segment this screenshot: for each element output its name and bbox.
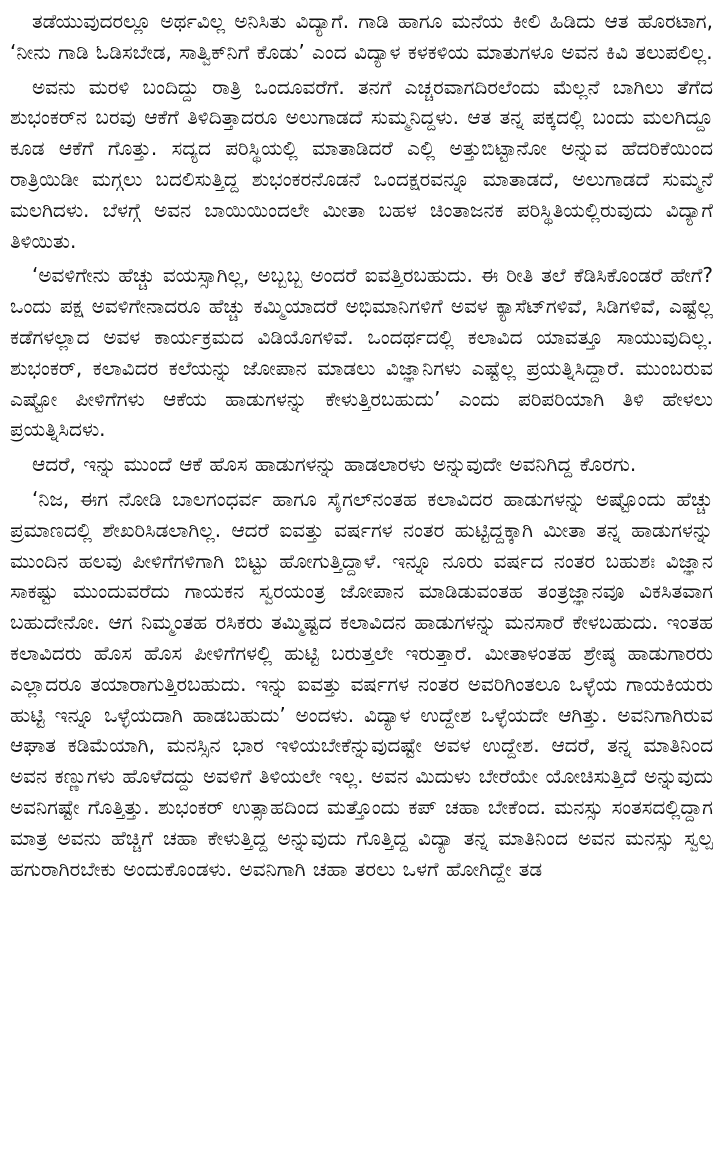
- paragraph-2: ಅವನು ಮರಳಿ ಬಂದಿದ್ದು ರಾತ್ರಿ ಒಂದೂವರೆಗೆ. ತನಗೆ ಎಚ್ಚರವಾಗದಿರಲೆಂದು ಮೆಲ್ಲನೆ ಬಾಗಿಲು ತೆಗೆದ ಶುಭಂಕರ್‌ನ ಬರವು ಆಕೆಗೆ ತಿಳಿದಿತ್ತಾದರೂ ಅಲುಗಾಡದೆ ಸುಮ್ಮನಿದ್ದಳು. ಆತ ತನ್ನ ಪಕ್ಕದಲ್ಲಿ ಬಂದು ಮಲಗಿದ್ದೂ ಕೂಡ ಆಕೆಗೆ ಗೊತ್ತು. ಸದ್ಯದ ಪರಿಸ್ಥಿಯಲ್ಲಿ ಮಾತಾಡಿದರೆ ಎಲ್ಲಿ ಅತ್ತುಬಿಟ್ಟಾನೋ ಅನ್ನುವ ಹೆದರಿಕೆಯಿಂದ ರಾತ್ರಿಯಿಡೀ ಮಗ್ಗಲು ಬದಲಿಸುತ್ತಿದ್ದ ಶುಭಂಕರನೊಡನೆ ಒಂದಕ್ಷರವನ್ನೂ ಮಾತಾಡದೆ, ಅಲುಗಾಡದೆ ಸುಮ್ಮನೆ ಮಲಗಿದಳು. ಬೆಳಗ್ಗೆ ಅವನ ಬಾಯಿಯಿಂದಲೇ ಮೀತಾ ಬಹಳ ಚಿಂತಾಜನಕ ಪರಿಸ್ಥಿತಿಯಲ್ಲಿರುವುದು ವಿದ್ಯಾಗೆ ತಿಳಿಯಿತು.: [10, 74, 713, 253]
- paragraph-1: ತಡೆಯುವುದರಲ್ಲೂ ಅರ್ಥವಿಲ್ಲ ಅನಿಸಿತು ವಿದ್ಯಾಗೆ. ಗಾಡಿ ಹಾಗೂ ಮನೆಯ ಕೀಲಿ ಹಿಡಿದು ಆತ ಹೊರಟಾಗ, ‘ನೀನು ಗಾಡಿ ಓಡಿಸಬೇಡ, ಸಾತ್ವಿಕ್‌ನಿಗೆ ಕೊಡು’ ಎಂದ ವಿದ್ಯಾಳ ಕಳಕಳಿಯ ಮಾತುಗಳೂ ಅವನ ಕಿವಿ ತಲುಪಲಿಲ್ಲ.: [10, 9, 713, 64]
- paragraph-3: ‘ಅವಳಿಗೇನು ಹೆಚ್ಚು ವಯಸ್ಸಾಗಿಲ್ಲ, ಅಬ್ಬಬ್ಬ ಅಂದರೆ ಐವತ್ತಿರಬಹುದು. ಈ ರೀತಿ ತಲೆ ಕೆಡಿಸಿಕೊಂಡರೆ ಹೇಗೆ? ಒಂದು ಪಕ್ಷ ಅವಳಿಗೇನಾದರೂ ಹೆಚ್ಚು ಕಮ್ಮಿಯಾದರೆ ಅಭಿಮಾನಿಗಳಿಗೆ ಅವಳ ಕ್ಯಾಸೆಟ್‌ಗಳಿವೆ, ಸಿಡಿಗಳಿವೆ, ಎಷ್ಟೆಲ್ಲ ಕಡೆಗಳಲ್ಲಾದ ಅವಳ ಕಾರ್ಯಕ್ರಮದ ವಿಡಿಯೊಗಳಿವೆ. ಒಂದರ್ಥದಲ್ಲಿ ಕಲಾವಿದ ಯಾವತ್ತೂ ಸಾಯುವುದಿಲ್ಲ. ಶುಭಂಕರ್, ಕಲಾವಿದರ ಕಲೆಯನ್ನು ಜೋಪಾನ ಮಾಡಲು ವಿಜ್ಞಾನಿಗಳು ಎಷ್ಟೆಲ್ಲ ಪ್ರಯತ್ನಿಸಿದ್ದಾರೆ. ಮುಂಬರುವ ಎಷ್ಟೋ ಪೀಳಿಗೆಗಳು ಆಕೆಯ ಹಾಡುಗಳನ್ನು ಕೇಳುತ್ತಿರಬಹುದು’ ಎಂದು ಪರಿಪರಿಯಾಗಿ ತಿಳಿ ಹೇಳಲು ಪ್ರಯತ್ನಿಸಿದಳು.: [10, 263, 713, 442]
- paragraph-4: ಆದರೆ, ಇನ್ನು ಮುಂದೆ ಆಕೆ ಹೊಸ ಹಾಡುಗಳನ್ನು ಹಾಡಲಾರಳು ಅನ್ನುವುದೇ ಅವನಿಗಿದ್ದ ಕೊರಗು.: [32, 452, 637, 477]
- paragraph-5: ‘ನಿಜ, ಈಗ ನೋಡಿ ಬಾಲಗಂಧರ್ವ ಹಾಗೂ ಸೈಗಲ್‌ನಂತಹ ಕಲಾವಿದರ ಹಾಡುಗಳನ್ನು ಅಷ್ಟೊಂದು ಹೆಚ್ಚು ಪ್ರಮಾಣದಲ್ಲಿ ಶೇಖರಿಸಿಡಲಾಗಿಲ್ಲ. ಆದರೆ ಐವತ್ತು ವರ್ಷಗಳ ನಂತರ ಹುಟ್ಟಿದ್ದಕ್ಕಾಗಿ ಮೀತಾ ತನ್ನ ಹಾಡುಗಳನ್ನು ಮುಂದಿನ ಹಲವು ಪೀಳಿಗೆಗಳಿಗಾಗಿ ಬಿಟ್ಟು ಹೋಗುತ್ತಿದ್ದಾಳೆ. ಇನ್ನೂ ನೂರು ವರ್ಷದ ನಂತರ ಬಹುಶಃ ವಿಜ್ಞಾನ ಸಾಕಷ್ಟು ಮುಂದುವರೆದು ಗಾಯಕನ ಸ್ವರಯಂತ್ರ ಜೋಪಾನ ಮಾಡಿಡುವಂತಹ ತಂತ್ರಜ್ಞಾನವೂ ವಿಕಸಿತವಾಗ ಬಹುದೇನೋ. ಆಗ ನಿಮ್ಮಂತಹ ರಸಿಕರು ತಮ್ಮಿಷ್ಟದ ಕಲಾವಿದನ ಹಾಡುಗಳನ್ನು ಮನಸಾರೆ ಕೇಳಬಹುದು. ಇಂತಹ ಕಲಾವಿದರು ಹೊಸ ಹೊಸ ಪೀಳಿಗೆಗಳಲ್ಲಿ ಹುಟ್ಟಿ ಬರುತ್ತಲೇ ಇರುತ್ತಾರೆ. ಮೀತಾಳಂತಹ ಶ್ರೇಷ್ಠ ಹಾಡುಗಾರರು ಎಲ್ಲಾದರೂ ತಯಾರಾಗುತ್ತಿರಬಹುದು. ಇನ್ನು ಐವತ್ತು ವರ್ಷಗಳ ನಂತರ ಅವರಿಗಿಂತಲೂ ಒಳ್ಳೆಯ ಗಾಯಕಿಯರು ಹುಟ್ಟಿ ಇನ್ನೂ ಒಳ್ಳೆಯದಾಗಿ ಹಾಡಬಹುದು’ ಅಂದಳು. ವಿದ್ಯಾಳ ಉದ್ದೇಶ ಒಳ್ಳೆಯದೇ ಆಗಿತ್ತು. ಅವನಿಗಾಗಿರುವ ಆಘಾತ ಕಡಿಮೆಯಾಗಿ, ಮನಸ್ಸಿನ ಭಾರ ಇಳಿಯಬೇಕೆನ್ನುವುದಷ್ಟೇ ಅವಳ ಉದ್ದೇಶ. ಆದರೆ, ತನ್ನ ಮಾತಿನಿಂದ ಅವನ ಕಣ್ಣುಗಳು ಹೊಳೆದದ್ದು ಅವಳಿಗೆ ತಿಳಿಯಲೇ ಇಲ್ಲ. ಅವನ ಮಿದುಳು ಬೇರೆಯೇ ಯೋಚಿಸುತ್ತಿದೆ ಅನ್ನುವುದು ಅವನಿಗಷ್ಟೇ ಗೊತ್ತಿತ್ತು. ಶುಭಂಕರ್ ಉತ್ಸಾಹದಿಂದ ಮತ್ತೊಂದು ಕಪ್ ಚಹಾ ಬೇಕೆಂದ. ಮನಸ್ಸು ಸಂತಸದಲ್ಲಿದ್ದಾಗ ಮಾತ್ರ ಅವನು ಹೆಚ್ಚಿಗೆ ಚಹಾ ಕೇಳುತ್ತಿದ್ದ ಅನ್ನುವುದು ಗೊತ್ತಿದ್ದ ವಿದ್ಯಾ ತನ್ನ ಮಾತಿನಿಂದ ಅವನ ಮನಸ್ಸು ಸ್ವಲ್ಪ ಹಗುರಾಗಿರಬೇಕು ಅಂದುಕೊಂಡಳು. ಅವನಿಗಾಗಿ ಚಹಾ ತರಲು ಒಳಗೆ ಹೋಗಿದ್ದೇ ತಡ: [10, 486, 713, 881]
